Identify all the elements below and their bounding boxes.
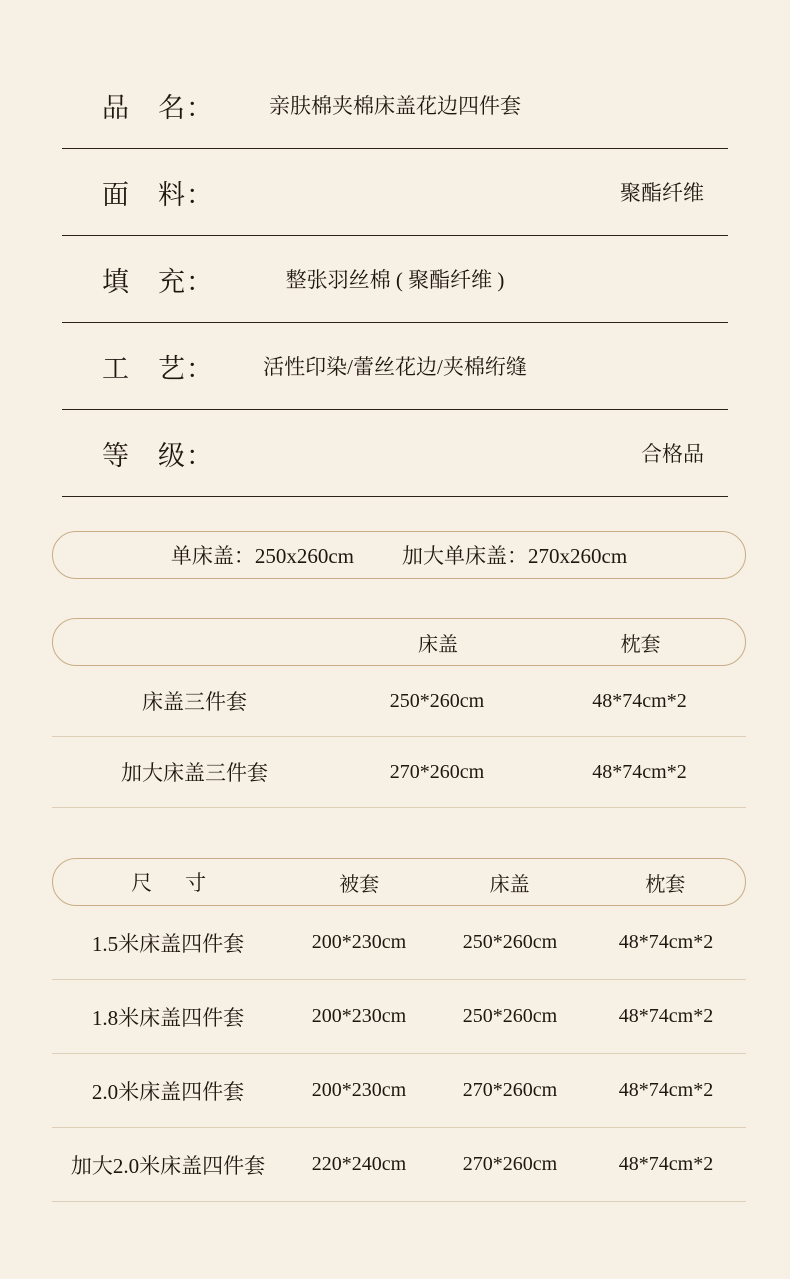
spec-value-fabric: 聚酯纤维 (620, 181, 704, 205)
table-row (52, 666, 746, 737)
table-row (52, 737, 746, 808)
single-bedspread-size-pill (52, 531, 746, 579)
spec-list (62, 62, 728, 497)
row-duvet-size: 200*230cm (311, 1005, 407, 1027)
row-pillowcase-size: 48*74cm*2 (618, 1005, 714, 1027)
row-bedspread-size: 250*260cm (389, 689, 485, 712)
spec-row-filling (62, 236, 728, 323)
spec-row-product-name (62, 62, 728, 149)
spec-value-filling: 整张羽丝棉 ( 聚酯纤维 ) (285, 268, 505, 292)
table-row (52, 1054, 746, 1128)
row-pillowcase-size: 48*74cm*2 (592, 760, 687, 783)
three-piece-table-header (52, 618, 746, 666)
spec-value-craft: 活性印染/蕾丝花边/夹棉绗缝 (263, 355, 527, 379)
row-pillowcase-size: 48*74cm*2 (618, 931, 714, 953)
header-cell-duvet-cover: 被套 (339, 873, 380, 896)
spec-label-filling: 填 充： (102, 266, 214, 297)
row-label: 加大床盖三件套 (121, 761, 268, 785)
spec-label-grade: 等 级： (102, 440, 214, 471)
spec-row-fabric (62, 149, 728, 236)
header-cell-size: 尺 寸 (131, 871, 213, 895)
header-cell-pillowcase: 枕套 (620, 633, 661, 656)
spec-value-grade: 合格品 (641, 442, 704, 466)
row-duvet-size: 220*240cm (311, 1153, 407, 1175)
row-bedspread-size: 250*260cm (462, 1005, 558, 1027)
header-cell-bedspread: 床盖 (489, 873, 530, 896)
row-pillowcase-size: 48*74cm*2 (618, 1153, 714, 1175)
spec-label-craft: 工 艺： (102, 353, 214, 384)
single-bedspread-size: 单床盖：250x260cm (170, 544, 354, 568)
row-duvet-size: 200*230cm (311, 931, 407, 953)
row-label: 1.8米床盖四件套 (91, 1005, 245, 1030)
row-bedspread-size: 270*260cm (462, 1153, 558, 1175)
spec-value-product-name: 亲肤棉夹棉床盖花边四件套 (269, 94, 521, 118)
row-duvet-size: 200*230cm (311, 1079, 407, 1101)
row-bedspread-size: 270*260cm (462, 1079, 558, 1101)
row-bedspread-size: 250*260cm (462, 931, 558, 953)
three-piece-table (52, 618, 746, 808)
row-label: 加大2.0米床盖四件套 (70, 1153, 266, 1178)
spec-label-product-name: 品 名： (102, 92, 214, 123)
four-piece-table-header (52, 858, 746, 906)
row-bedspread-size: 270*260cm (389, 760, 485, 783)
header-cell-pillowcase: 枕套 (645, 873, 686, 896)
table-row (52, 980, 746, 1054)
large-single-bedspread-size: 加大单床盖：270x260cm (402, 544, 628, 568)
spec-label-fabric: 面 料： (102, 179, 214, 210)
table-row (52, 906, 746, 980)
spec-row-grade (62, 410, 728, 497)
table-row (52, 1128, 746, 1202)
four-piece-table (52, 858, 746, 1202)
header-cell-bedspread: 床盖 (418, 633, 458, 656)
row-pillowcase-size: 48*74cm*2 (592, 689, 687, 712)
row-label: 2.0米床盖四件套 (91, 1079, 245, 1104)
row-label: 1.5米床盖四件套 (91, 931, 245, 956)
spec-row-craft (62, 323, 728, 410)
row-label: 床盖三件套 (142, 690, 247, 714)
row-pillowcase-size: 48*74cm*2 (618, 1079, 714, 1101)
